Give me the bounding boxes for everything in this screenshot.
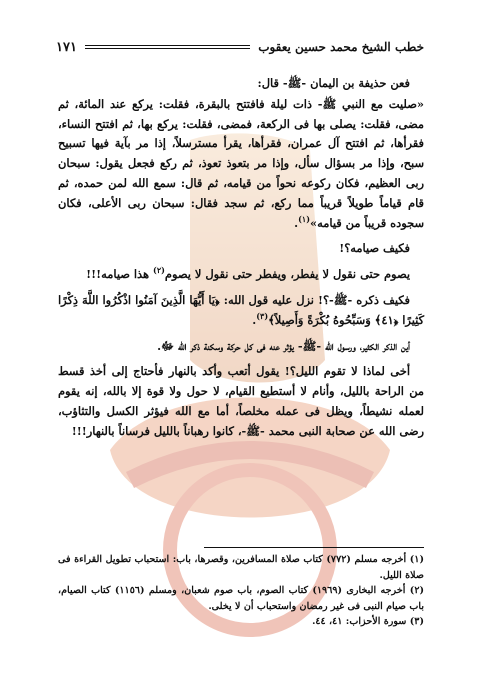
header-rule [85, 45, 250, 49]
page-number: ١٧١ [56, 39, 77, 55]
footnote-3: (٣) سورة الأحزاب: ٤١، ٤٤. [312, 616, 424, 628]
page-header [56, 36, 424, 58]
running-title: خطب الشيخ محمد حسين يعقوب [258, 40, 424, 54]
paragraph-fasting: يصوم حتى نقول لا يفطر، ويفطر حتى نقول لا يصوم$^{(٢)}$ هذا صيامه!!! [86, 265, 410, 282]
footnotes [58, 552, 424, 630]
footnote-ref-2: (٢) [153, 265, 165, 276]
main-text [58, 74, 424, 443]
paragraph-remembrance: فكيف ذكره -ﷺ-؟! نزل عليه قول الله: ﴿يَا أَيُّهَا الَّذِينَ آمَنُوا اذْكُرُوا اللَّهَ ذِكْرًا كَثِيرًا ﴿٤١﴾ وَسَبِّحُوهُ بُكْرَةً وَأَصِيلاً﴾$^{(٣)}$. [58, 292, 424, 327]
footnote-divider [204, 547, 424, 548]
footnote-ref-3: (٣) [256, 310, 269, 321]
paragraph-hadith: «صليت مع النبي ﷺ- ذات ليلة فافتتح بالبقرة، فقلت: يركع عند المائة، ثم مضى، فقلت: يصلى بها فى الركعة، فمضى، فقلت: يركع بها، ثم افتتح النساء، فقرأها، ثم افتتح آل عمران، فقرأها، يقرأ مسترسلاً، إذا مر بآية فيها تسبيح سبح، وإذا مر بسؤال سأل، وإذا مر بتعوذ تعوذ، ثم ركع فجعل يقول: سبحان ربى العظيم، فكان ركوعه نحواً من قيامه، ثم قال: سمع الله لمن حمده، ثم قام قياماً طويلاً قريباً مما ركع، ثم سجد فقال: سبحان ربى الأعلى، فكان سجوده قريباً من قيامه»$^{(١)}$. [58, 96, 424, 230]
footnote-2: (٢) أخرجه البخارى (١٩٦٩) كتاب الصوم، باب صوم شعبان، ومسلم (١١٥٦) كتاب الصيام، باب صيام النبى فى غير رمضان واستحباب أن لا يخلى. [58, 585, 425, 612]
paragraph-dhikr: أين الذكر الكثير، ورسول الله -ﷺ- يؤثر عنه فى كل حركة وسكنة ذكر الله ﷻ. [157, 338, 410, 353]
paragraph-intro: فعن حذيفة بن اليمان -ﷺ- قال: [257, 76, 410, 90]
footnote-ref-1: (١) [298, 213, 311, 224]
footnote-1: (١) أخرجه مسلم (٧٧٢) كتاب صلاة المسافرين، وقصرها، باب: استحباب تطويل القراءة فى صلاة الليل. [58, 554, 424, 581]
paragraph-fasting-question: فكيف صيامه؟! [339, 241, 410, 256]
paragraph-night-prayer: أخى لماذا لا تقوم الليل؟! يقول أتعب وأكد بالنهار فأحتاج إلى أخذ قسط من الراحة بالليل، وأنام لا أستطيع القيام، لا حول ولا قوة إلا بالله، إنه يقوم لعمله نشيطاً، ويظل فى عمله مخلصاً، أما مع الله فيؤثر الكسل والتثاؤب، رضى الله عن صحابة النبى محمد -ﷺ-، كانوا رهباناً بالليل فرساناً بالنهار!!! [58, 364, 424, 438]
